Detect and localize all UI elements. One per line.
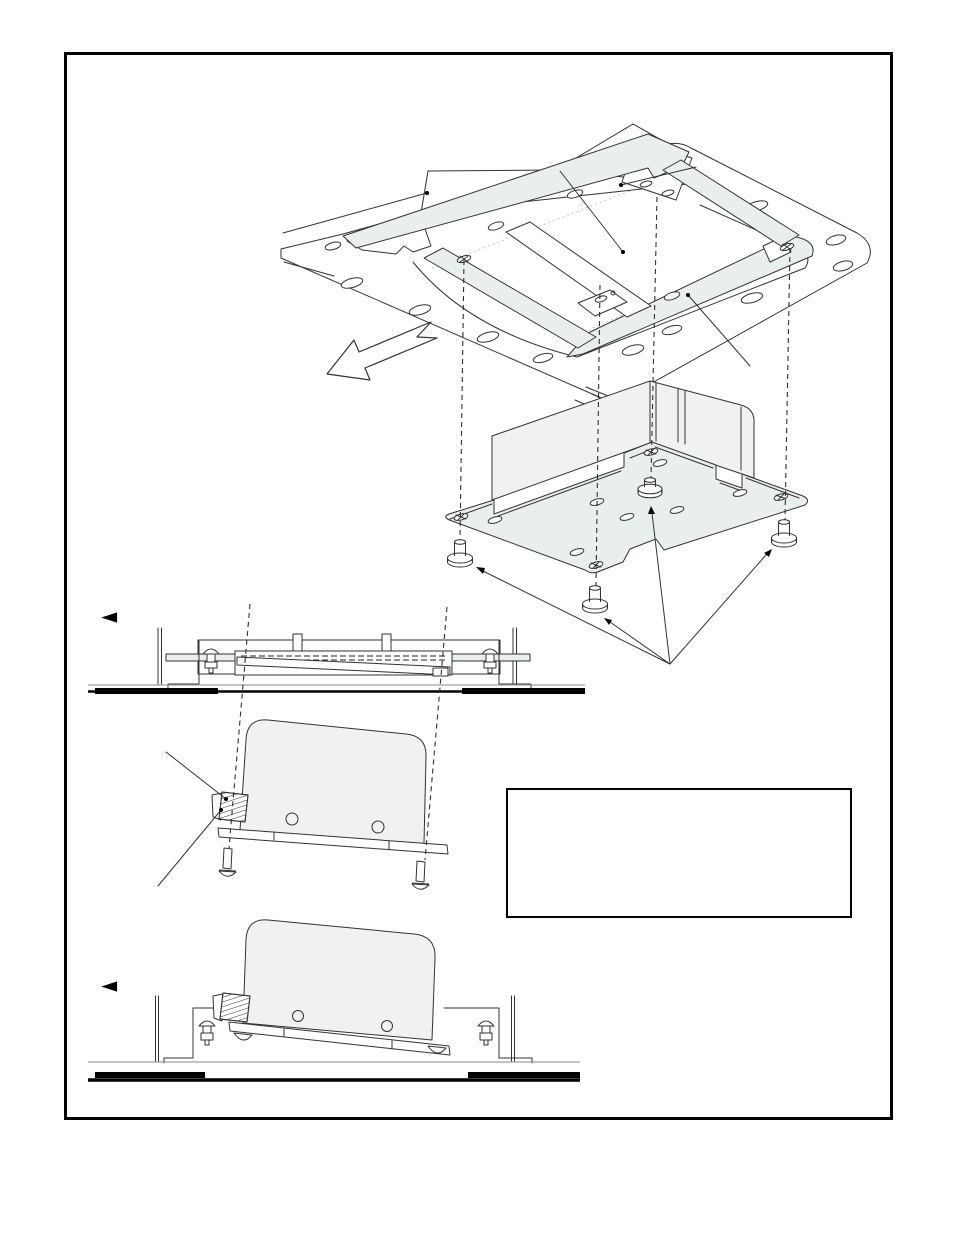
machine-screw [412,861,429,889]
ceiling-tiles [88,685,585,692]
exploded-view [281,124,870,664]
thumb-screw [583,586,608,613]
ceiling-tiles [88,1062,580,1080]
threaded-connector [213,993,250,1022]
section-view-installed-frame [88,628,585,692]
back-reference-marker-bottom: ◄ [101,973,118,997]
thumb-screw [772,520,797,547]
machine-screw [219,848,236,876]
section-screw [199,1021,215,1045]
direction-arrow-icon [327,322,437,380]
tilted-enclosure-view [158,720,448,889]
thumb-screw [448,540,473,567]
mount-enclosure [446,381,808,573]
section-screw [478,1021,494,1045]
back-reference-marker-top: ◄ [101,604,118,628]
section-view-installed-enclosure [88,920,580,1080]
threaded-connector [212,792,248,822]
